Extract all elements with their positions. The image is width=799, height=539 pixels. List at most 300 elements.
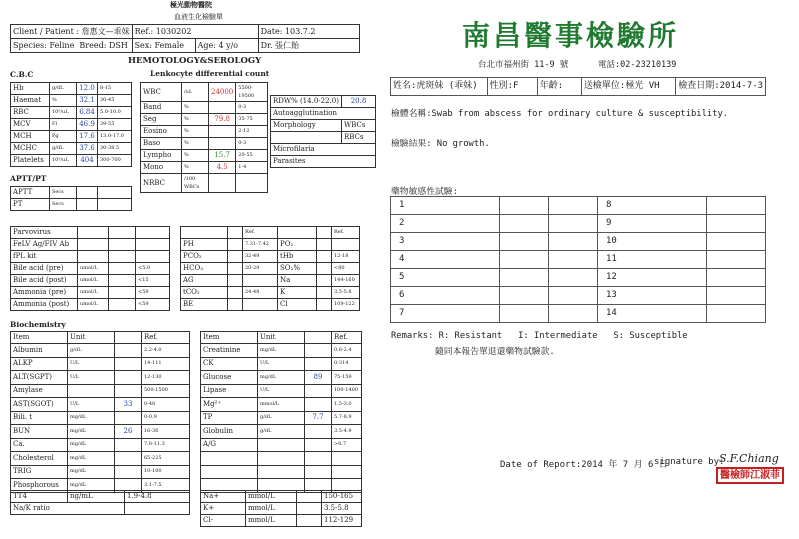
cbc-unit: 10⁶/uL (50, 107, 77, 119)
misc-table (270, 95, 376, 168)
gas-ref: 109-122 (332, 299, 360, 311)
drug-number: 2 (391, 215, 500, 233)
wbc-name: Eosino (141, 126, 182, 138)
biochem-ref: 3.5-4.9 (332, 425, 362, 439)
wbc-row (141, 174, 268, 193)
cbc-row (11, 119, 132, 131)
biochem-row (201, 357, 362, 371)
lab-info-table (390, 77, 766, 96)
wbc-name: NRBC (141, 174, 182, 193)
wbc-name: WBC (141, 83, 182, 102)
species-breed-cell: Species: Feline Breed: DSH (11, 39, 133, 53)
lab-phone: 電話:02-23210139 (598, 60, 677, 70)
drug-number: 6 (391, 287, 500, 305)
biochem-row (11, 357, 190, 371)
wbc-value (209, 138, 236, 150)
serology-row (11, 251, 170, 263)
biochem-row (201, 398, 362, 412)
pet-sex-cell: 性別:F (487, 78, 537, 96)
biochem-unit (258, 452, 305, 466)
serology-row (11, 287, 170, 299)
lab-name: 南昌醫事檢驗所 (462, 19, 680, 52)
electrolyte-name: Cl- (201, 515, 246, 527)
wbc-ref: 1-4 (236, 162, 268, 174)
cbc-name: Platelets (11, 155, 50, 167)
biochem-row (201, 425, 362, 439)
sensitivity-row (391, 269, 766, 287)
drug-number: 12 (598, 269, 707, 287)
biochem-name: Glucose (201, 371, 258, 385)
biochem-unit: U/L (258, 384, 305, 398)
biochem-name (201, 452, 258, 466)
serology-name: fPL kit (11, 251, 78, 263)
biochem-value (305, 465, 332, 479)
electrolyte-name: K+ (201, 503, 246, 515)
parasites-label: Parasites (271, 156, 376, 168)
biochem-value (305, 344, 332, 358)
drug-result (549, 305, 598, 323)
wbc-unit: % (182, 126, 209, 138)
biochem-unit: mg/dL (68, 425, 115, 439)
gas-header-row (181, 227, 360, 239)
biochem-name: Globulin (201, 425, 258, 439)
leuko-title: Lenkocyte differential count (150, 69, 270, 78)
gas-head-ref2: Ref. (332, 227, 360, 239)
wbc-value: 4.5 (209, 162, 236, 174)
drug-result (707, 251, 766, 269)
biochem-ref: 3.1-7.5 (142, 479, 190, 493)
gas-row (181, 287, 360, 299)
serology-unit: umol/L (78, 263, 109, 275)
sensitivity-table (390, 196, 766, 323)
wbc-value (209, 102, 236, 114)
lab-address: 台北市福州街 11-9 號 (478, 60, 569, 70)
signature: S.F.Chiang (719, 452, 779, 465)
cbc-name: Hb (11, 83, 50, 95)
biochem-unit: U/L (68, 371, 115, 385)
biochem-value (115, 371, 142, 385)
gas-ref: 24-48 (243, 287, 278, 299)
specimen-name: 檢體名稱:Swab from abscess for ordinary culture & susceptibility. (391, 109, 729, 119)
serology-unit (78, 251, 109, 263)
electrolyte-unit: mmol/L (246, 503, 297, 515)
drug-result (500, 287, 549, 305)
wbc-name: Lympho (141, 150, 182, 162)
biochem-unit (68, 384, 115, 398)
drug-result (549, 287, 598, 305)
serology-row (11, 227, 170, 239)
gas-value (317, 263, 332, 275)
aptt-ref (98, 187, 132, 199)
drug-number: 11 (598, 251, 707, 269)
aptt-unit: Secs (50, 187, 77, 199)
biochem-head-value (115, 332, 142, 344)
gas-head-val (228, 227, 243, 239)
aptt-unit: Secs (50, 199, 77, 211)
biochem-value (115, 465, 142, 479)
serology-ref (136, 239, 170, 251)
gas-ref (243, 299, 278, 311)
drug-number: 3 (391, 233, 500, 251)
biochem-row (11, 465, 190, 479)
biochem-head-unit: Unit (258, 332, 305, 344)
biochem-unit (258, 438, 305, 452)
electrolyte-value (297, 491, 322, 503)
sensitivity-row (391, 305, 766, 323)
tt4-label: TT4 (11, 491, 68, 503)
electrolyte-ref: 3.5-5.8 (322, 503, 362, 515)
biochem-ref: 500-1500 (142, 384, 190, 398)
biochem-row (201, 465, 362, 479)
wbc-table (140, 82, 268, 193)
drug-number: 13 (598, 287, 707, 305)
biochem-value (305, 398, 332, 412)
biochem-value (115, 357, 142, 371)
serology-ref: <59 (136, 299, 170, 311)
cbc-value: 6.84 (77, 107, 98, 119)
serology-name: Ammonia (post) (11, 299, 78, 311)
serology-value (109, 287, 136, 299)
cbc-ref: 13.0-17.0 (98, 131, 132, 143)
cbc-title: C.B.C (10, 70, 34, 79)
serology-row (11, 263, 170, 275)
aptt-row (11, 199, 132, 211)
wbc-ref: 20-55 (236, 150, 268, 162)
age-cell: Age: 4 y/o (195, 39, 258, 53)
serology-name: Ammonia (pre) (11, 287, 78, 299)
biochem-value (115, 411, 142, 425)
drug-number: 1 (391, 197, 500, 215)
biochem-row (11, 452, 190, 466)
biochem-row (11, 411, 190, 425)
gas-name: PH (181, 239, 228, 251)
biochem-ref: 10-100 (142, 465, 190, 479)
wbc-value (209, 174, 236, 193)
nak-label: Na/K ratio (11, 503, 125, 515)
gas-value (317, 299, 332, 311)
serology-ref (136, 251, 170, 263)
biochem-name: Albumin (11, 344, 68, 358)
biochem-name: Amylase (11, 384, 68, 398)
gas-ref (243, 275, 278, 287)
biochem-value (115, 384, 142, 398)
gas-value (228, 239, 243, 251)
biochem-ref: 0-48 (142, 398, 190, 412)
biochem-header-row (11, 332, 190, 344)
biochem-row (11, 438, 190, 452)
drug-number: 14 (598, 305, 707, 323)
serology-unit (78, 227, 109, 239)
biochem-value: 7.7 (305, 411, 332, 425)
biochem-value (305, 425, 332, 439)
wbc-value (209, 126, 236, 138)
biochem-name: Creatinine (201, 344, 258, 358)
cbc-unit: Pg (50, 131, 77, 143)
gas-ref: 12-18 (332, 251, 360, 263)
wbc-row (141, 162, 268, 174)
aptt-value (77, 187, 98, 199)
biochem-head-value (305, 332, 332, 344)
electrolyte-value (297, 515, 322, 527)
cbc-table (10, 82, 132, 167)
cbc-row (11, 95, 132, 107)
sensitivity-row (391, 197, 766, 215)
biochem-name: TRIG (11, 465, 68, 479)
biochem-row (11, 371, 190, 385)
wbc-ref (236, 174, 268, 193)
cbc-name: MCHC (11, 143, 50, 155)
gas-head-val2 (317, 227, 332, 239)
serology-unit: umol/L (78, 287, 109, 299)
electrolyte-row (201, 503, 362, 515)
gas-value (228, 287, 243, 299)
electrolyte-unit: mmol/L (246, 515, 297, 527)
wbc-unit: % (182, 102, 209, 114)
aptt-ref (98, 199, 132, 211)
wbc-row (141, 83, 268, 102)
biochem-name: ALT(SGPT) (11, 371, 68, 385)
biochem-ref: 7.8-11.3 (142, 438, 190, 452)
gas-row (181, 263, 360, 275)
biochem-value (115, 344, 142, 358)
cbc-ref: 39-55 (98, 119, 132, 131)
drug-result (500, 251, 549, 269)
wbc-ref: 35-75 (236, 114, 268, 126)
biochem-value (115, 452, 142, 466)
cbc-name: Haemat (11, 95, 50, 107)
wbc-ref: 5500-19500 (236, 83, 268, 102)
gas-ref: 32-49 (243, 251, 278, 263)
morphology-spacer (271, 132, 342, 144)
electrolyte-ref: 150-165 (322, 491, 362, 503)
pet-age-cell: 年齡: (537, 78, 581, 96)
biochem-name: Bili. t (11, 411, 68, 425)
gas-value (228, 299, 243, 311)
wbc-unit: /uL (182, 83, 209, 102)
biochem-ref: 1.5-3.0 (332, 398, 362, 412)
gas-row (181, 275, 360, 287)
biochem-value (305, 384, 332, 398)
biochem-header-row (201, 332, 362, 344)
gas-ref: 20-29 (243, 263, 278, 275)
biochem-unit: U/L (68, 357, 115, 371)
nak-ref (125, 503, 190, 515)
biochem-head-ref: Ref. (142, 332, 190, 344)
biochem-value (305, 438, 332, 452)
cbc-value: 37.6 (77, 143, 98, 155)
gas-row (181, 251, 360, 263)
gas-ref: 144-160 (332, 275, 360, 287)
electrolyte-name: Na+ (201, 491, 246, 503)
biochem-name: CK (201, 357, 258, 371)
rbcs-label: RBCs (342, 132, 376, 144)
gas-row (181, 299, 360, 311)
serology-ref: <5.0 (136, 263, 170, 275)
tt4-unit: ng/mL (68, 491, 125, 503)
sex-cell: Sex: Female (132, 39, 195, 53)
biochem-unit: mg/dL (68, 438, 115, 452)
biochem-name: ALKP (11, 357, 68, 371)
remarks: Remarks: R: Resistant I: Intermediate S: Susceptible (391, 331, 688, 341)
report-date: Date of Report:2014 年 7 月 6 日 (500, 460, 668, 470)
biochem-row (201, 384, 362, 398)
biochem-ref: 0-314 (332, 357, 362, 371)
electrolyte-row (201, 491, 362, 503)
serology-value (109, 251, 136, 263)
submitter-cell: 送檢單位:極光 VH (581, 78, 675, 96)
gas-name: Na (278, 275, 317, 287)
biochem-unit: g/dL (258, 411, 305, 425)
cbc-ref: 8-15 (98, 83, 132, 95)
biochem-ref: 0.8-2.4 (332, 344, 362, 358)
hemo-serology-title: HEMOTOLOGY&SEROLOGY (128, 56, 262, 66)
wbc-unit: % (182, 162, 209, 174)
gas-name: Cl (278, 299, 317, 311)
biochem-ref: 2.2-4.0 (142, 344, 190, 358)
drug-number: 4 (391, 251, 500, 269)
wbc-name: Band (141, 102, 182, 114)
cbc-row (11, 131, 132, 143)
biochem-unit: mg/dL (68, 465, 115, 479)
biochem-name: Ca. (11, 438, 68, 452)
gas-row (181, 239, 360, 251)
drug-number: 5 (391, 269, 500, 287)
wbc-ref: 0-3 (236, 102, 268, 114)
biochem-ref: 100-1400 (332, 384, 362, 398)
drug-number: 10 (598, 233, 707, 251)
cbc-row (11, 155, 132, 167)
electrolyte-unit: mmol/L (246, 491, 297, 503)
gas-ref (332, 239, 360, 251)
drug-result (707, 287, 766, 305)
gas-head-name (181, 227, 228, 239)
gas-name: AG (181, 275, 228, 287)
biochem-unit (258, 465, 305, 479)
pet-name-cell: 姓名:虎斑妹 (乖妹) (391, 78, 488, 96)
wbc-unit: % (182, 138, 209, 150)
serology-row (11, 239, 170, 251)
wbc-unit: % (182, 150, 209, 162)
cbc-value: 17.6 (77, 131, 98, 143)
tt4-ref: 1.9-4.8 (125, 491, 190, 503)
biochem-row (201, 411, 362, 425)
cbc-value: 32.1 (77, 95, 98, 107)
aptt-name: PT (11, 199, 50, 211)
aptt-row (11, 187, 132, 199)
drug-result (500, 269, 549, 287)
biochem-unit: mg/dL (258, 344, 305, 358)
serology-ref: <15 (136, 275, 170, 287)
gas-name: SO₂% (278, 263, 317, 275)
cbc-unit: % (50, 95, 77, 107)
wbc-unit: % (182, 114, 209, 126)
biochem-unit: g/dL (68, 344, 115, 358)
test-result: 檢驗結果: No growth. (391, 139, 490, 149)
drug-number: 9 (598, 215, 707, 233)
aptt-name: APTT (11, 187, 50, 199)
wbc-unit: /100 WBCs (182, 174, 209, 193)
biochem-row (201, 452, 362, 466)
signature-label: signature by: (654, 457, 725, 467)
drug-result (549, 215, 598, 233)
gas-value (317, 239, 332, 251)
biochem-unit: g/dL (258, 425, 305, 439)
aptt-title: APTT/PT (10, 174, 47, 183)
biochem-ref: 16-36 (142, 425, 190, 439)
return-note: 隨同本報告單退還藥物試驗款. (435, 347, 555, 357)
aptt-value (77, 199, 98, 211)
serology-name: Bile acid (pre) (11, 263, 78, 275)
cbc-ref: 300-700 (98, 155, 132, 167)
wbc-row (141, 138, 268, 150)
biochem-row (201, 438, 362, 452)
report-title: 血液生化檢驗單 (174, 13, 223, 21)
cbc-name: MCV (11, 119, 50, 131)
wbc-row (141, 126, 268, 138)
client-cell: Client / Patient : 詹惠文—乖妹 (11, 25, 133, 39)
wbc-ref: 0-3 (236, 138, 268, 150)
biochem-name: BUN (11, 425, 68, 439)
cbc-name: MCH (11, 131, 50, 143)
wbc-row (141, 150, 268, 162)
biochem-row (11, 398, 190, 412)
wbc-name: Seg (141, 114, 182, 126)
blood-gas-table (180, 226, 360, 311)
serology-table (10, 226, 170, 311)
date-cell: Date: 103.7.2 (258, 25, 359, 39)
serology-value (109, 275, 136, 287)
biochem-row (11, 425, 190, 439)
tt4-table (10, 490, 190, 515)
gas-name: PCO₂ (181, 251, 228, 263)
electrolyte-table (200, 490, 362, 527)
gas-name: BE (181, 299, 228, 311)
biochem-row (11, 344, 190, 358)
cbc-ref: 5.0-10.0 (98, 107, 132, 119)
cbc-row (11, 83, 132, 95)
autoagg-label: Autoagglutination (271, 108, 376, 120)
biochem-unit: mg/dL (258, 371, 305, 385)
biochem-value (115, 438, 142, 452)
biochem-unit: mg/dL (68, 411, 115, 425)
biochem-ref: >0.7 (332, 438, 362, 452)
gas-value (228, 263, 243, 275)
serology-ref: <59 (136, 287, 170, 299)
biochem-ref: 14-111 (142, 357, 190, 371)
gas-value (317, 251, 332, 263)
patient-header-table (10, 24, 360, 53)
serology-row (11, 299, 170, 311)
biochem-row (11, 384, 190, 398)
drug-result (707, 269, 766, 287)
wbc-value: 24000 (209, 83, 236, 102)
cbc-ref: 30-45 (98, 95, 132, 107)
biochem-head-unit: Unit (68, 332, 115, 344)
serology-unit (78, 239, 109, 251)
electrolyte-row (201, 515, 362, 527)
cbc-unit: Fl (50, 119, 77, 131)
serology-ref (136, 227, 170, 239)
biochem-value: 89 (305, 371, 332, 385)
cbc-row (11, 143, 132, 155)
serology-row (11, 275, 170, 287)
rdw-label: RDW% (14.0-22.0) (271, 96, 342, 108)
sensitivity-row (391, 251, 766, 269)
ref-cell: Ref.: 1030202 (132, 25, 258, 39)
drug-number: 8 (598, 197, 707, 215)
electrolyte-value (297, 503, 322, 515)
wbc-ref: 2-12 (236, 126, 268, 138)
